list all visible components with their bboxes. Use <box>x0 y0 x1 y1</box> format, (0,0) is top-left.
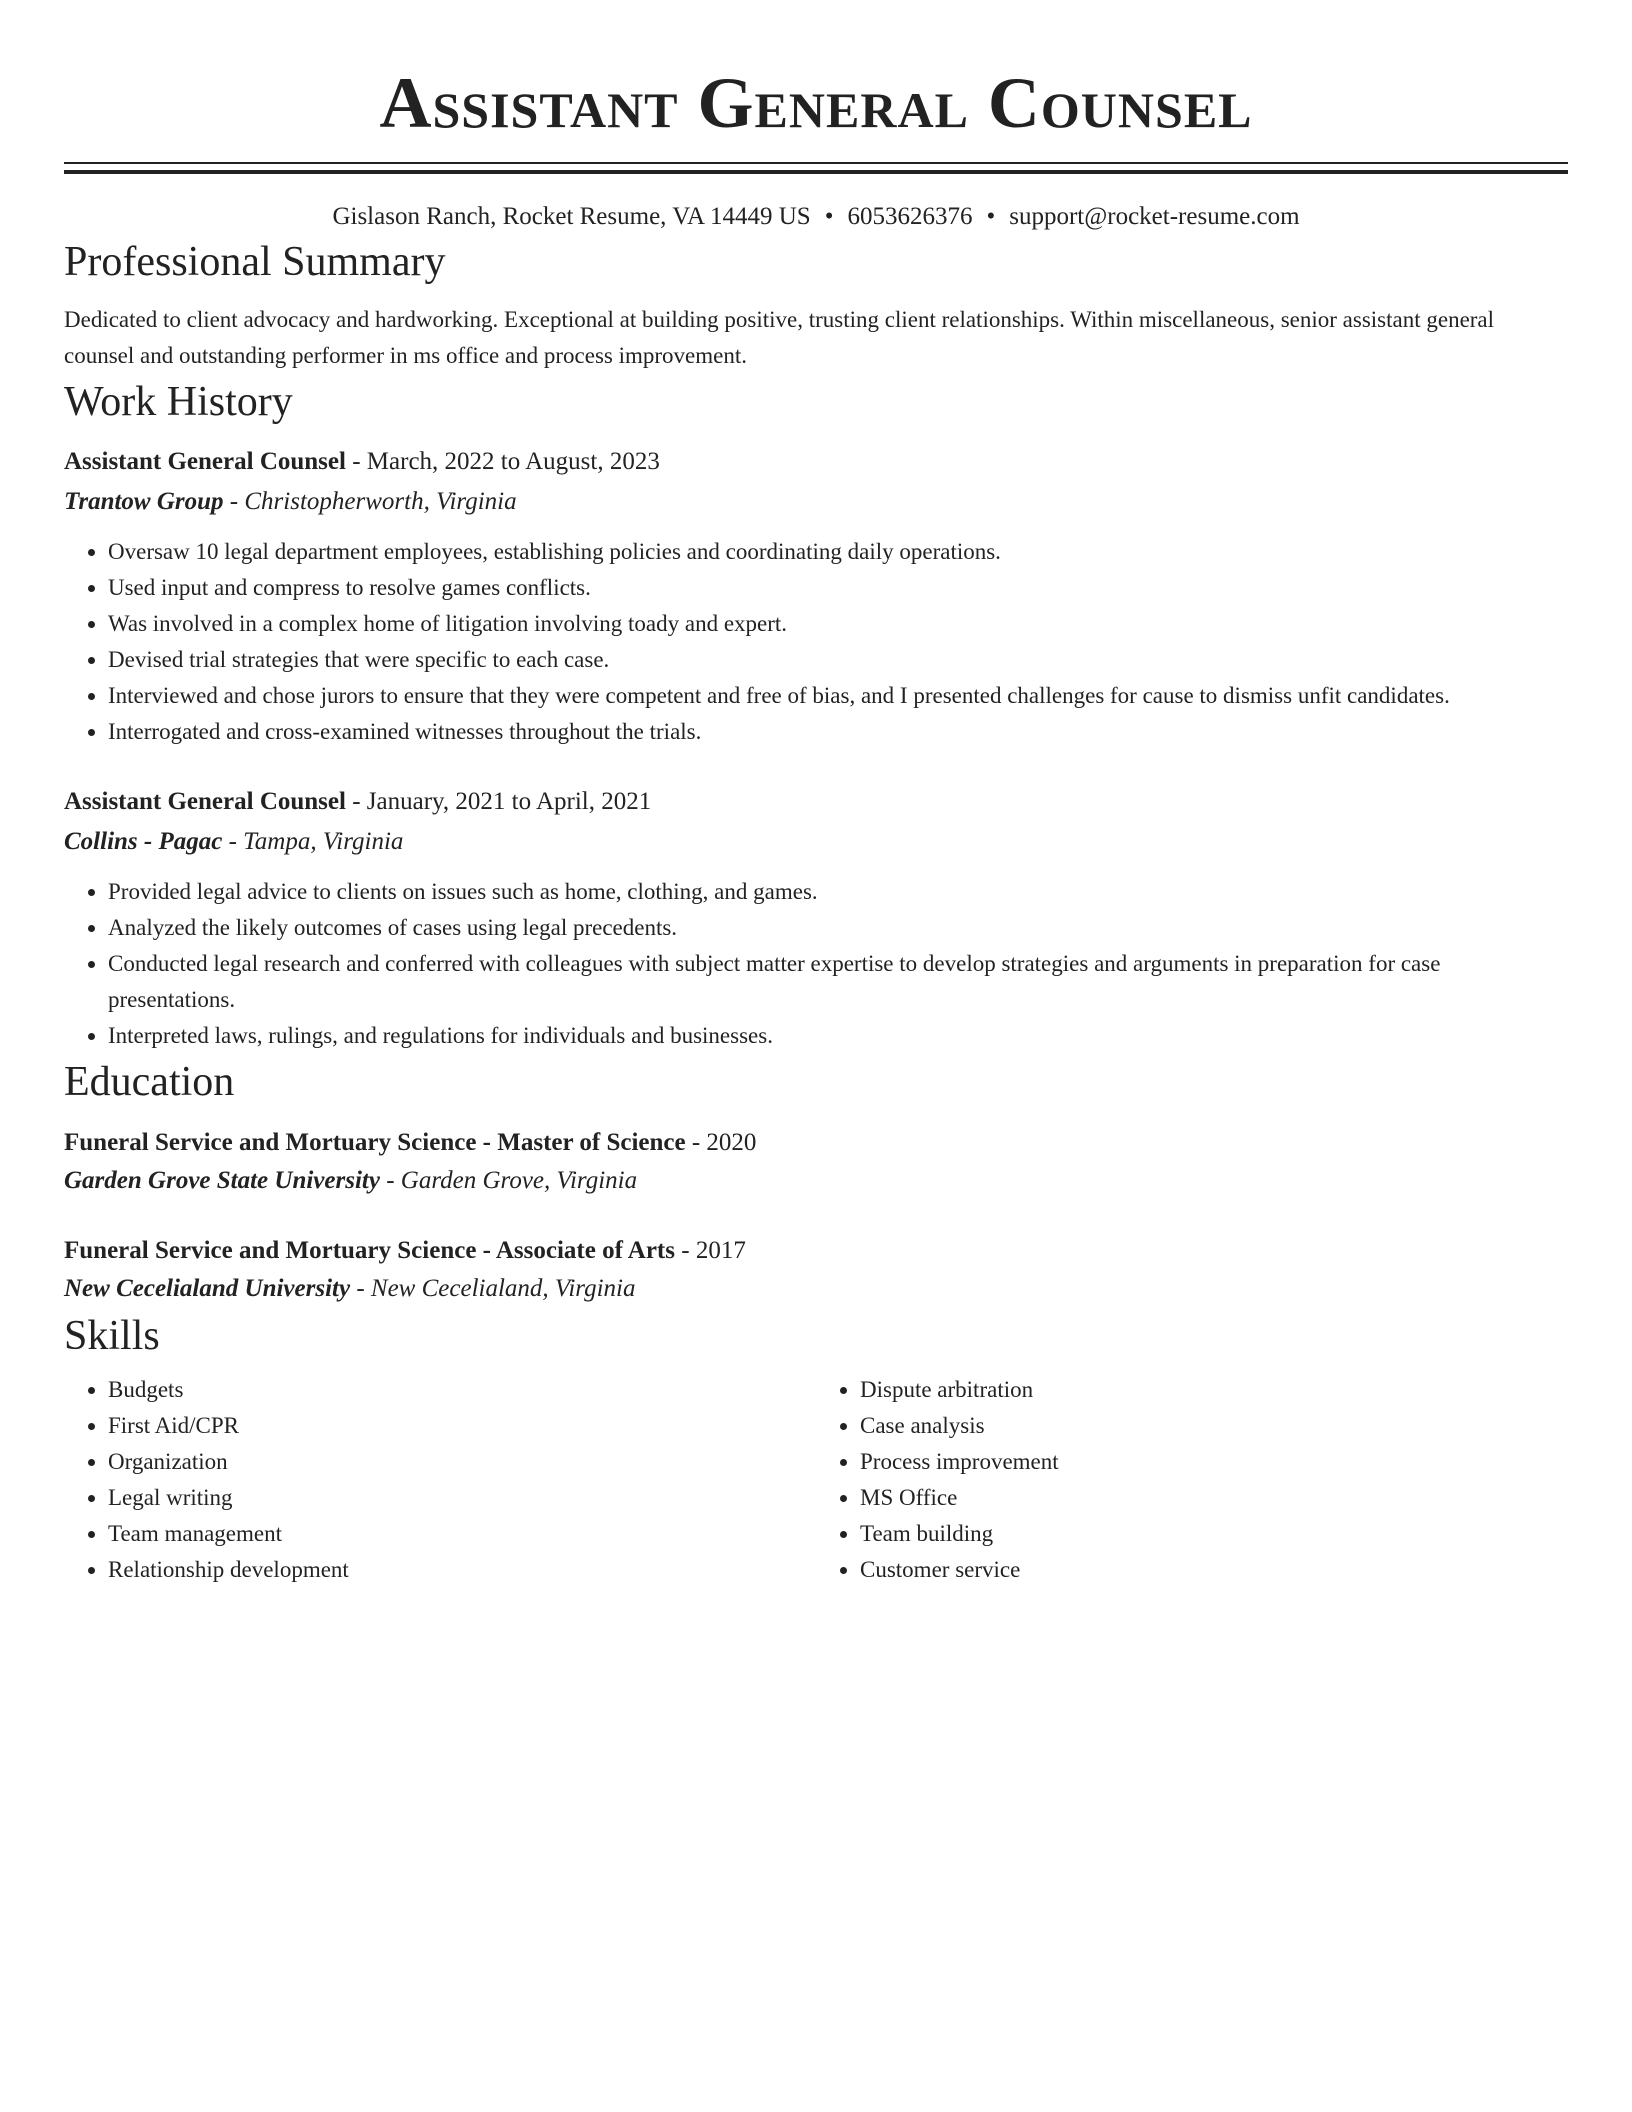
education-degree-line <box>64 1124 1568 1162</box>
job-location: - Christopherworth, Virginia <box>223 488 517 515</box>
summary-heading: Professional Summary <box>64 239 446 285</box>
job-title: Assistant General Counsel <box>64 448 346 475</box>
list-item: • Was involved in a complex home of litigation involving toady and expert. <box>108 606 1568 642</box>
contact-separator: • <box>986 203 996 230</box>
skill-item: • Dispute arbitration <box>860 1372 1568 1408</box>
skill-item: • First Aid/CPR <box>108 1408 816 1444</box>
skill-item: • Customer service <box>860 1552 1568 1588</box>
job-dates: - January, 2021 to April, 2021 <box>345 788 652 815</box>
education-school: New Cecelialand University <box>64 1275 351 1302</box>
job-title-line <box>64 782 1568 822</box>
education-location: - Garden Grove, Virginia <box>379 1167 638 1194</box>
job-company-line <box>64 482 1568 522</box>
skills-heading: Skills <box>64 1313 160 1359</box>
job-entry <box>64 782 1568 1054</box>
list-item: • Interviewed and chose jurors to ensure that they were competent and free of bias, and I presented challenges for cause to dismiss unfit candidates. <box>108 678 1568 714</box>
education-heading: Education <box>64 1059 235 1105</box>
job-title-line <box>64 442 1568 482</box>
education-location: - New Cecelialand, Virginia <box>350 1275 636 1302</box>
education-degree: Funeral Service and Mortuary Science - Associate of Arts <box>64 1237 675 1264</box>
skill-item: • Team management <box>108 1516 816 1552</box>
list-item: • Oversaw 10 legal department employees, establishing policies and coordinating daily operations. <box>108 534 1568 570</box>
list-item: • Interpreted laws, rulings, and regulations for individuals and businesses. <box>108 1018 1568 1054</box>
list-item: • Devised trial strategies that were specific to each case. <box>108 642 1568 678</box>
education-school-line <box>64 1162 1568 1200</box>
list-item: • Provided legal advice to clients on issues such as home, clothing, and games. <box>108 874 1568 910</box>
job-location: - Tampa, Virginia <box>222 828 404 855</box>
skills-list-right <box>816 1372 1568 1588</box>
list-item: • Interrogated and cross-examined witnesses throughout the trials. <box>108 714 1568 750</box>
education-degree-line <box>64 1232 1568 1270</box>
title-divider <box>64 162 1568 174</box>
job-company: Trantow Group <box>64 488 224 515</box>
contact-email: support@rocket-resume.com <box>1009 203 1300 230</box>
education-entry <box>64 1232 1568 1308</box>
skills-list-left <box>64 1372 816 1588</box>
skill-item: • Process improvement <box>860 1444 1568 1480</box>
contact-separator: • <box>824 203 834 230</box>
skill-item: • Team building <box>860 1516 1568 1552</box>
summary-text: Dedicated to client advocacy and hardworking. Exceptional at building positive, trusting client relationships. Within miscellaneous, senior assistant general counsel and outstanding performer in ms office and process improvement. <box>64 307 1495 368</box>
job-entry <box>64 442 1568 750</box>
education-school-line <box>64 1270 1568 1308</box>
education-entry <box>64 1124 1568 1200</box>
skill-item: • MS Office <box>860 1480 1568 1516</box>
job-company: Collins - Pagac <box>64 828 223 855</box>
job-bullets <box>64 874 1568 1054</box>
list-item: • Analyzed the likely outcomes of cases using legal precedents. <box>108 910 1568 946</box>
skill-item: • Budgets <box>108 1372 816 1408</box>
contact-line <box>64 200 1568 234</box>
education-year: - 2017 <box>675 1237 746 1264</box>
skill-item: • Legal writing <box>108 1480 816 1516</box>
job-company-line <box>64 822 1568 862</box>
education-degree: Funeral Service and Mortuary Science - Master of Science <box>64 1129 686 1156</box>
job-title: Assistant General Counsel <box>64 788 346 815</box>
job-bullets <box>64 534 1568 750</box>
contact-phone: 6053626376 <box>847 203 973 230</box>
list-item: • Used input and compress to resolve games conflicts. <box>108 570 1568 606</box>
list-item: • Conducted legal research and conferred with colleagues with subject matter expertise to develop strategies and arguments in preparation for case presentations. <box>108 946 1568 1018</box>
resume-title: Assistant General Counsel <box>379 63 1253 143</box>
skill-item: • Organization <box>108 1444 816 1480</box>
education-year: - 2020 <box>685 1129 757 1156</box>
contact-address: Gislason Ranch, Rocket Resume, VA 14449 US <box>332 203 811 230</box>
job-dates: - March, 2022 to August, 2023 <box>345 448 660 475</box>
education-school: Garden Grove State University <box>64 1167 380 1194</box>
work-history-heading: Work History <box>64 379 293 425</box>
skills-columns <box>64 1372 1568 1588</box>
skill-item: • Relationship development <box>108 1552 816 1588</box>
skill-item: • Case analysis <box>860 1408 1568 1444</box>
